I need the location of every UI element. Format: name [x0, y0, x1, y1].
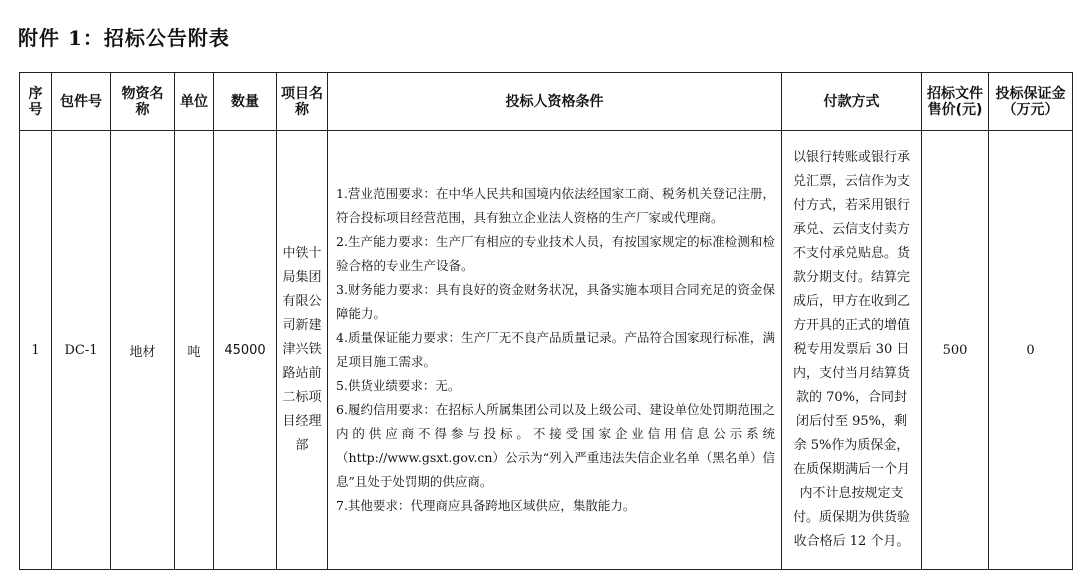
cell-unit: 吨	[175, 131, 214, 570]
header-no: 序号	[20, 73, 52, 131]
cell-deposit: 0	[989, 131, 1073, 570]
cell-material: 地材	[111, 131, 175, 570]
header-package-no: 包件号	[52, 73, 111, 131]
page-title: 附件 1：招标公告附表	[18, 26, 230, 50]
header-doc-price: 招标文件售价(元)	[922, 73, 989, 131]
header-project: 项目名称	[277, 73, 328, 131]
header-quantity: 数量	[214, 73, 277, 131]
qualification-item: 1.营业范围要求：在中华人民共和国境内依法经国家工商、税务机关登记注册，符合投标项目经营范围，具有独立企业法人资格的生产厂家或代理商。	[336, 186, 775, 225]
qualification-item: 6.履约信用要求：在招标人所属集团公司以及上级公司、建设单位处罚期范围之内的供应商不得参与投标。不接受国家企业信用信息公示系统（http://www.gsxt.gov.cn）公示为“列入严重违法失信企业名单（黑名单）信息”且处于处罚期的供应商。	[336, 402, 775, 489]
cell-quantity: 45000	[214, 131, 277, 570]
qualification-item: 7.其他要求：代理商应具备跨地区域供应，集散能力。	[336, 498, 636, 513]
qualification-item: 3.财务能力要求：具有良好的资金财务状况，具备实施本项目合同充足的资金保障能力。	[336, 282, 775, 321]
header-payment: 付款方式	[782, 73, 922, 131]
header-unit: 单位	[175, 73, 214, 131]
table-header-row	[20, 73, 1073, 131]
cell-doc-price: 500	[922, 131, 989, 570]
cell-package-no: DC-1	[52, 131, 111, 570]
cell-qualifications	[328, 131, 782, 570]
table-row	[20, 131, 1073, 570]
annex-table	[19, 72, 1073, 570]
cell-project: 中铁十局集团有限公司新建津兴铁路站前二标项目经理部	[277, 131, 328, 570]
header-deposit: 投标保证金（万元）	[989, 73, 1073, 131]
cell-no: 1	[20, 131, 52, 570]
qualification-item: 4.质量保证能力要求：生产厂无不良产品质量记录。产品符合国家现行标准，满足项目施工需求。	[336, 330, 775, 369]
qualification-item: 2.生产能力要求：生产厂有相应的专业技术人员，有按国家规定的标准检测和检验合格的专业生产设备。	[336, 234, 775, 273]
header-qualifications: 投标人资格条件	[328, 73, 782, 131]
qualification-item: 5.供货业绩要求：无。	[336, 378, 461, 393]
header-material: 物资名称	[111, 73, 175, 131]
cell-payment: 以银行转账或银行承兑汇票，云信作为支付方式，若采用银行承兑、云信支付卖方不支付承兑贴息。货款分期支付。结算完成后，甲方在收到乙方开具的正式的增值税专用发票后 30 日内，支付当月结算货款的 70%，合同封闭后付至 95%，剩余 5%作为质保金，在质保期满后一个月内不计息按规定支付。质保期为供货验收合格后 12 个月。	[782, 131, 922, 570]
